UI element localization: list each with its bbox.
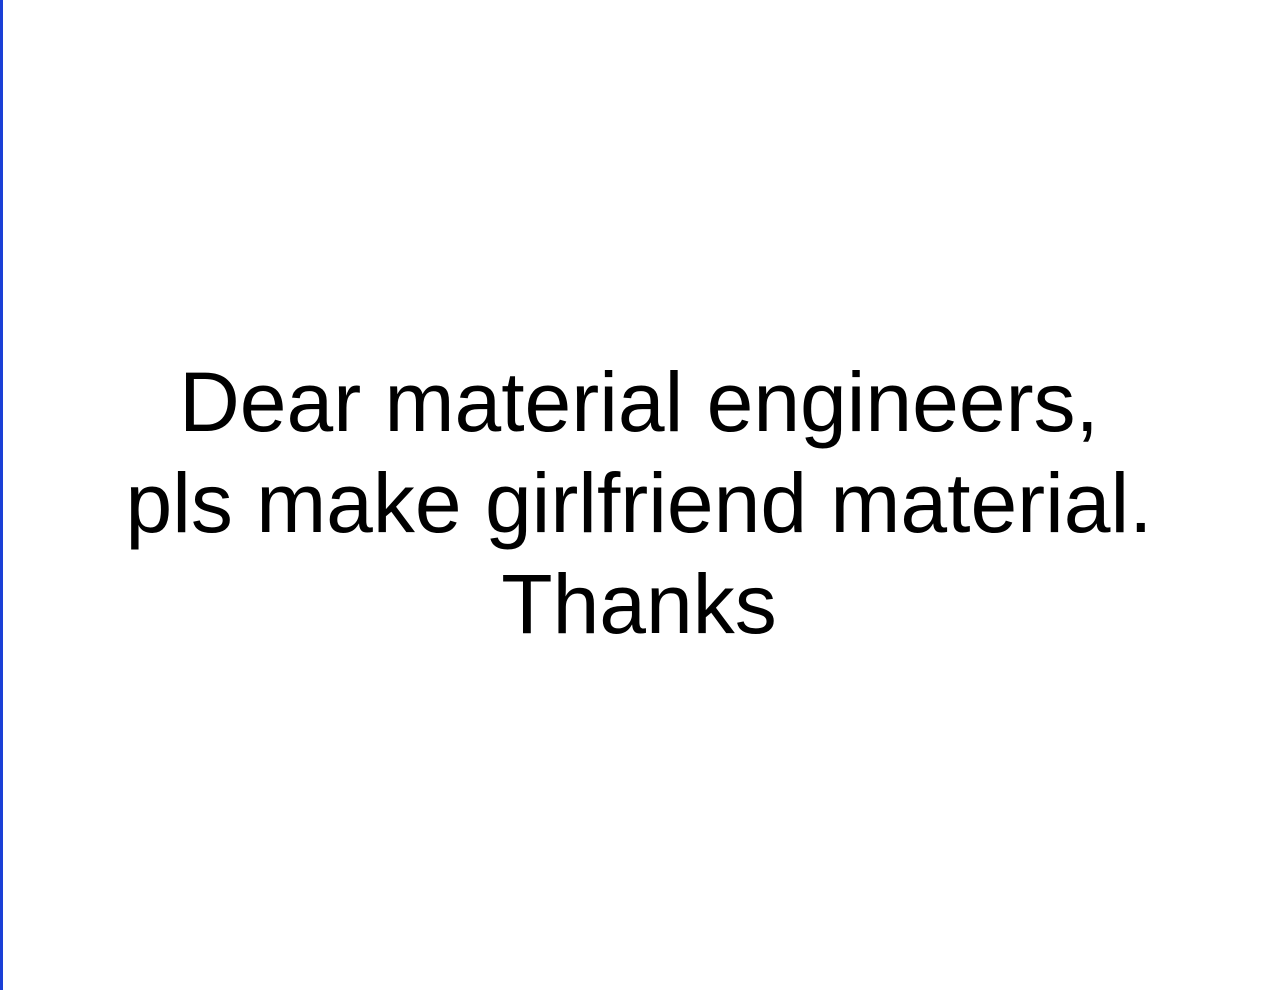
message-line-signoff: Thanks <box>501 557 777 651</box>
message-line-greeting: Dear material engineers, <box>179 355 1099 449</box>
message-line-request: pls make girlfriend material. <box>125 456 1153 550</box>
message-text <box>0 352 1278 655</box>
